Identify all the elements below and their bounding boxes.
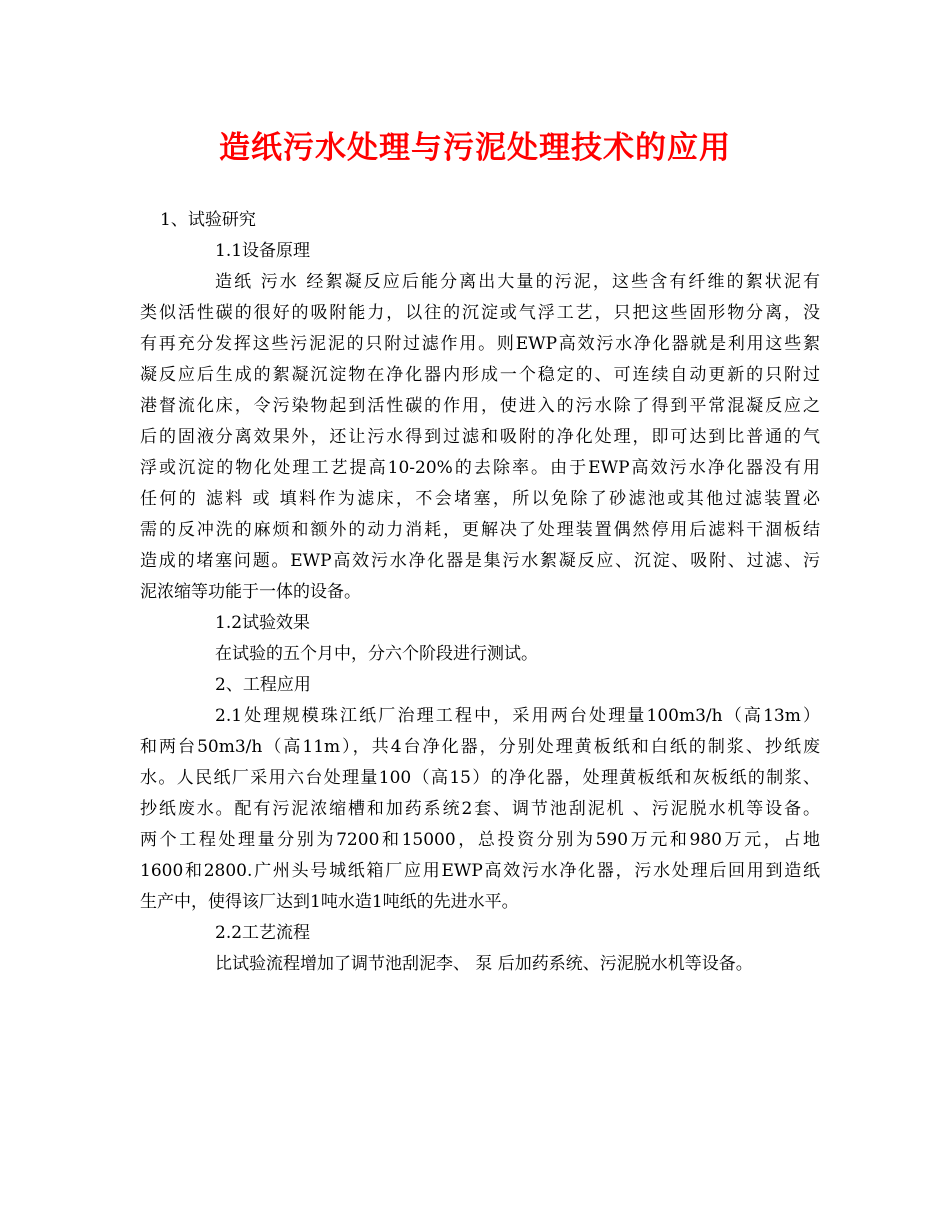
text-line: 生产中，使得该厂达到1吨水造1吨纸的先进水平。 [140, 892, 519, 912]
text-line: 浮或沉淀的物化处理工艺提高10-20%的去除率。由于EWP高效污水净化器没有用 [140, 458, 820, 478]
text-line: 和两台50m3/h（高11m），共4台净化器，分别处理黄板纸和白纸的制浆、抄纸废 [140, 737, 820, 757]
text-line: 凝反应后生成的絮凝沉淀物在净化器内形成一个稳定的、可连续自动更新的只附过 [140, 365, 820, 385]
text-line: 在试验的五个月中，分六个阶段进行测试。 [215, 644, 538, 664]
text-line: 两个工程处理量分别为7200和15000，总投资分别为590万元和980万元，占地 [140, 830, 820, 850]
text-line: 1600和2800.广州头号城纸箱厂应用EWP高效污水净化器，污水处理后回用到造纸 [140, 861, 820, 881]
text-line: 2、工程应用 [215, 675, 311, 695]
text-line: 1.1设备原理 [215, 241, 311, 261]
text-line: 泥浓缩等功能于一体的设备。 [140, 582, 361, 602]
text-line: 后的固液分离效果外，还让污水得到过滤和吸附的净化处理，即可达到比普通的气 [140, 427, 820, 447]
text-line: 1、试验研究 [160, 210, 256, 230]
page-title: 造纸污水处理与污泥处理技术的应用 [219, 130, 731, 166]
text-line: 1.2试验效果 [215, 613, 311, 633]
text-line: 类似活性碳的很好的吸附能力，以往的沉淀或气浮工艺，只把这些固形物分离，没 [140, 303, 820, 323]
text-line: 比试验流程增加了调节池刮泥李、 泵 后加药系统、污泥脱水机等设备。 [215, 954, 753, 974]
text-line: 2.1处理规模珠江纸厂治理工程中，采用两台处理量100m3/h（高13m） [215, 706, 820, 726]
text-line: 有再充分发挥这些污泥泥的只附过滤作用。则EWP高效污水净化器就是利用这些絮 [140, 334, 820, 354]
text-line: 需的反冲洗的麻烦和额外的动力消耗，更解决了处理装置偶然停用后滤料干涸板结 [140, 520, 820, 540]
text-line: 造纸 污水 经絮凝反应后能分离出大量的污泥，这些含有纤维的絮状泥有 [215, 272, 820, 292]
text-line: 造成的堵塞问题。EWP高效污水净化器是集污水絮凝反应、沉淀、吸附、过滤、污 [140, 551, 820, 571]
text-line: 2.2工艺流程 [215, 923, 311, 943]
document-body [140, 205, 820, 980]
text-line: 任何的 滤料 或 填料作为滤床，不会堵塞，所以免除了砂滤池或其他过滤装置必 [140, 489, 820, 509]
text-line: 港督流化床，令污染物起到活性碳的作用，使进入的污水除了得到平常混凝反应之 [140, 396, 820, 416]
text-line: 抄纸废水。配有污泥浓缩槽和加药系统2套、调节池刮泥机 、污泥脱水机等设备。 [140, 799, 820, 819]
text-line: 水。人民纸厂采用六台处理量100（高15）的净化器，处理黄板纸和灰板纸的制浆、 [140, 768, 820, 788]
